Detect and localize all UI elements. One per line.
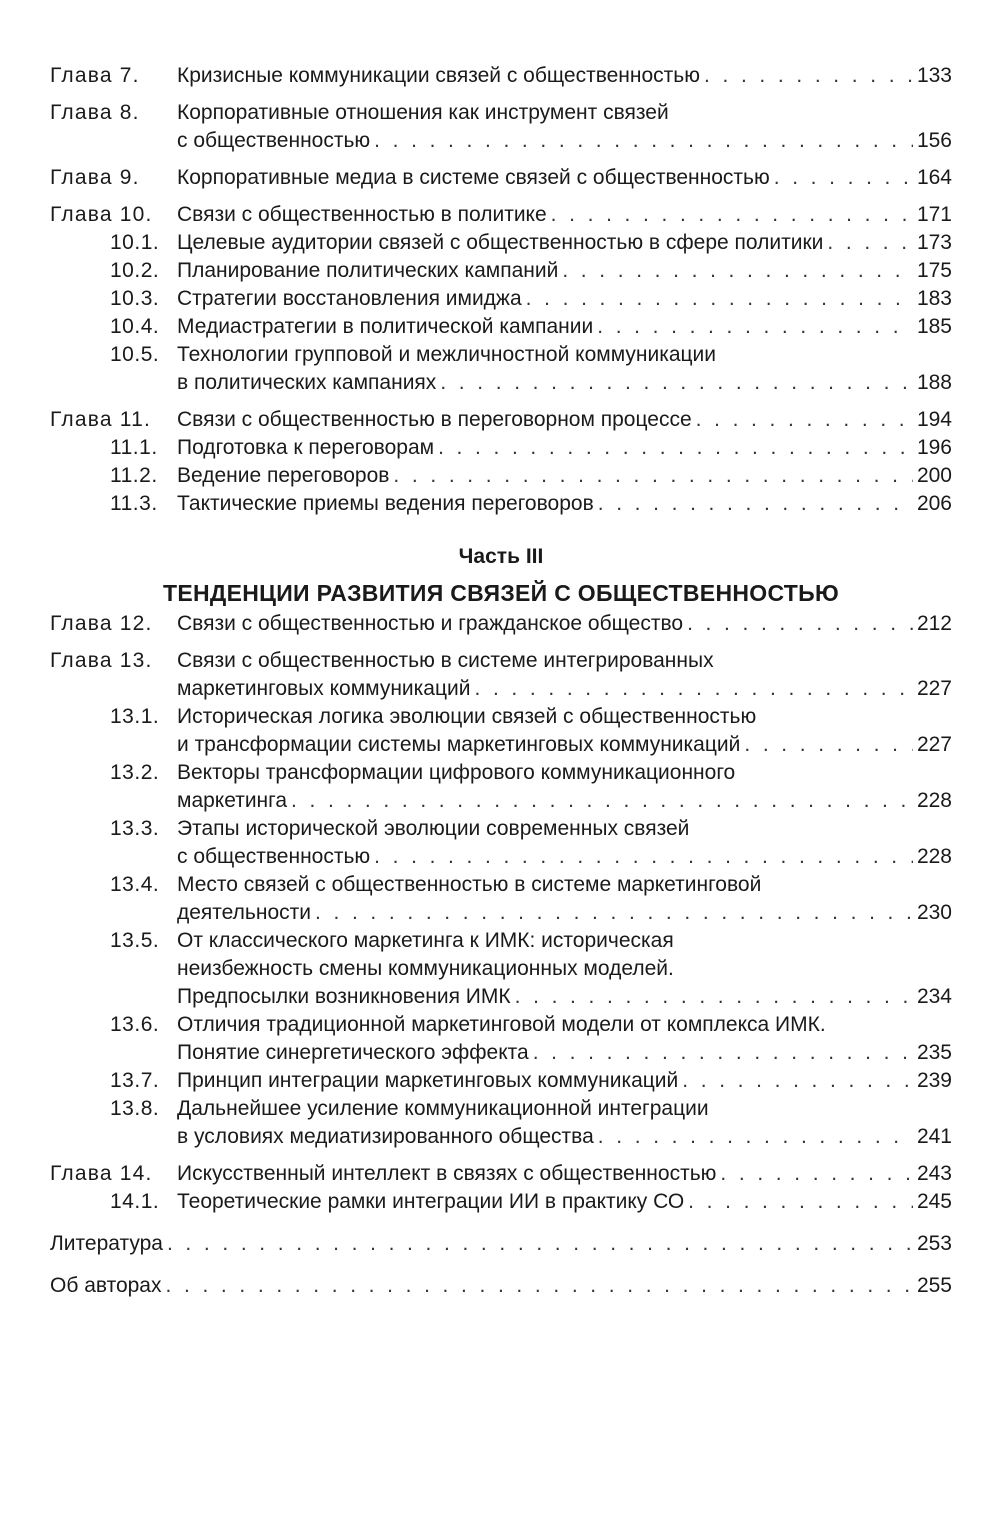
page-number: 255 [916, 1274, 952, 1297]
chapter-number: Глава 9. [50, 166, 140, 189]
entry-title: Связи с общественностью и гражданское общество [177, 612, 684, 635]
dot-leader [533, 1039, 913, 1067]
entry-title: Планирование политических кампаний [177, 259, 559, 282]
entry-title-line: Корпоративные отношения как инструмент связей [177, 101, 669, 124]
entry-title-last-line [177, 843, 952, 871]
toc-section-entry [50, 703, 952, 759]
toc-list-back-matter [50, 1230, 952, 1300]
entry-title: Об авторах [50, 1274, 162, 1297]
dot-leader [393, 462, 913, 490]
entry-body [177, 257, 952, 285]
section-number: 10.2. [110, 259, 160, 282]
part-heading: Часть III [458, 545, 544, 568]
entry-title-last-line [177, 1067, 952, 1095]
entry-title-line: Историческая логика эволюции связей с общественностью [177, 705, 757, 728]
entry-body [50, 1230, 952, 1258]
entry-title-last-line [177, 490, 952, 518]
dot-leader [551, 201, 913, 229]
chapter-number: Глава 7. [50, 64, 140, 87]
section-number: 10.1. [110, 231, 160, 254]
page-number: 185 [916, 315, 952, 338]
entry-title: Целевые аудитории связей с общественностью в сфере политики [177, 231, 824, 254]
dot-leader [440, 369, 913, 397]
entry-title-last-line [177, 285, 952, 313]
section-number: 11.1. [110, 436, 158, 459]
entry-body [177, 610, 952, 638]
entry-title: Медиастратегии в политической кампании [177, 315, 594, 338]
page-number: 175 [916, 259, 952, 282]
entry-title: Корпоративные медиа в системе связей с общественностью [177, 166, 770, 189]
page-number: 156 [916, 129, 952, 152]
page-number: 235 [916, 1041, 952, 1064]
chapter-number: Глава 11. [50, 408, 151, 431]
entry-title-line: Место связей с общественностью в системе маркетинговой [177, 873, 762, 896]
entry-title-last-line [177, 787, 952, 815]
entry-title-line: Связи с общественностью в системе интегрированных [177, 649, 714, 672]
chapter-number: Глава 14. [50, 1162, 153, 1185]
entry-body [177, 1160, 952, 1188]
toc-section-entry [50, 871, 952, 927]
entry-title-last-line [177, 62, 952, 90]
toc-section-entry [50, 1011, 952, 1067]
page-number: 164 [916, 166, 952, 189]
dot-leader [682, 1067, 913, 1095]
dot-leader [687, 610, 913, 638]
toc-section-entry [50, 285, 952, 313]
page-number: 241 [916, 1125, 952, 1148]
entry-body [177, 313, 952, 341]
toc-section-entry [50, 341, 952, 397]
entry-title-line: Дальнейшее усиление коммуникационной интеграции [177, 1097, 709, 1120]
section-number: 13.5. [110, 929, 160, 952]
section-number: 13.4. [110, 873, 160, 896]
entry-body [177, 201, 952, 229]
section-number: 13.7. [110, 1069, 160, 1092]
page-number: 171 [916, 203, 952, 226]
entry-title-last-line [177, 313, 952, 341]
page-number: 200 [916, 464, 952, 487]
section-number: 11.3. [110, 492, 158, 515]
entry-body [177, 1188, 952, 1216]
entry-body [177, 1067, 952, 1095]
page-number: 228 [916, 845, 952, 868]
entry-title: с общественностью [177, 129, 371, 152]
entry-title-last-line [177, 369, 952, 397]
entry-body [50, 1272, 952, 1300]
entry-body [177, 164, 952, 192]
toc-list-part-2 [50, 62, 952, 518]
page-number: 227 [916, 733, 952, 756]
entry-title-last-line [50, 1272, 952, 1300]
section-number: 13.8. [110, 1097, 160, 1120]
toc-chapter-entry [50, 406, 952, 434]
entry-title: и трансформации системы маркетинговых коммуникаций [177, 733, 741, 756]
section-number: 14.1. [110, 1190, 160, 1213]
entry-title: Ведение переговоров [177, 464, 390, 487]
toc-chapter-entry [50, 1160, 952, 1188]
toc-chapter-entry [50, 62, 952, 90]
toc-section-entry [50, 1188, 952, 1216]
section-number: 13.1. [110, 705, 160, 728]
toc-section-entry [50, 462, 952, 490]
entry-body [177, 406, 952, 434]
page-number: 196 [916, 436, 952, 459]
page-number: 243 [916, 1162, 952, 1185]
part-title: ТЕНДЕНЦИИ РАЗВИТИЯ СВЯЗЕЙ С ОБЩЕСТВЕННОСТЬЮ [162, 580, 839, 606]
entry-title: Связи с общественностью в политике [177, 203, 547, 226]
entry-title-last-line [177, 1039, 952, 1067]
entry-title-last-line [177, 257, 952, 285]
entry-body [177, 229, 952, 257]
page-number: 253 [916, 1232, 952, 1255]
entry-title-line: От классического маркетинга к ИМК: историческая [177, 929, 674, 952]
table-of-contents [50, 62, 952, 1300]
entry-title: в политических кампаниях [177, 371, 437, 394]
entry-body [177, 434, 952, 462]
section-number: 10.4. [110, 315, 160, 338]
dot-leader [562, 257, 913, 285]
toc-backmatter-entry [50, 1230, 952, 1258]
toc-section-entry [50, 815, 952, 871]
entry-title-line: Отличия традиционной маркетинговой модели от комплекса ИМК. [177, 1013, 826, 1036]
section-number: 13.6. [110, 1013, 160, 1036]
entry-body [177, 1095, 952, 1151]
entry-title-last-line [50, 1230, 952, 1258]
entry-title-last-line [177, 675, 952, 703]
dot-leader [374, 127, 913, 155]
page-number: 133 [916, 64, 952, 87]
toc-section-entry [50, 927, 952, 1011]
chapter-number: Глава 13. [50, 649, 153, 672]
toc-section-entry [50, 257, 952, 285]
entry-title-line: неизбежность смены коммуникационных моделей. [177, 957, 674, 980]
dot-leader [720, 1160, 913, 1188]
dot-leader [598, 490, 913, 518]
toc-chapter-entry [50, 647, 952, 703]
section-number: 11.2. [110, 464, 158, 487]
toc-section-entry [50, 313, 952, 341]
entry-title-line: Векторы трансформации цифрового коммуникационного [177, 761, 736, 784]
page-number: 173 [916, 231, 952, 254]
entry-title-last-line [177, 1188, 952, 1216]
entry-title: деятельности [177, 901, 311, 924]
entry-title: Теоретические рамки интеграции ИИ в практику СО [177, 1190, 685, 1213]
entry-title-last-line [177, 1160, 952, 1188]
entry-body [177, 647, 952, 703]
dot-leader [827, 229, 913, 257]
page-number: 212 [916, 612, 952, 635]
section-number: 13.2. [110, 761, 160, 784]
entry-body [177, 815, 952, 871]
entry-title-last-line [177, 434, 952, 462]
entry-title-line: Этапы исторической эволюции современных связей [177, 817, 690, 840]
entry-title: Принцип интеграции маркетинговых коммуникаций [177, 1069, 679, 1092]
entry-title-last-line [177, 164, 952, 192]
toc-chapter-entry [50, 99, 952, 155]
toc-list-part-3 [50, 610, 952, 1216]
dot-leader [291, 787, 913, 815]
chapter-number: Глава 8. [50, 101, 140, 124]
entry-title: Понятие синергетического эффекта [177, 1041, 529, 1064]
dot-leader [774, 164, 913, 192]
entry-title-last-line [177, 127, 952, 155]
entry-title: Предпосылки возникновения ИМК [177, 985, 511, 1008]
entry-title-last-line [177, 731, 952, 759]
toc-chapter-entry [50, 610, 952, 638]
dot-leader [598, 1123, 913, 1151]
page-number: 183 [916, 287, 952, 310]
toc-section-entry [50, 1067, 952, 1095]
page-number: 228 [916, 789, 952, 812]
chapter-number: Глава 12. [50, 612, 153, 635]
dot-leader [688, 1188, 913, 1216]
section-number: 10.5. [110, 343, 160, 366]
entry-title: в условиях медиатизированного общества [177, 1125, 594, 1148]
dot-leader [167, 1230, 913, 1258]
entry-title-last-line [177, 462, 952, 490]
entry-title: Кризисные коммуникации связей с общественностью [177, 64, 700, 87]
entry-body [177, 759, 952, 815]
toc-chapter-entry [50, 164, 952, 192]
toc-section-entry [50, 490, 952, 518]
toc-backmatter-entry [50, 1272, 952, 1300]
entry-body [177, 490, 952, 518]
chapter-number: Глава 10. [50, 203, 153, 226]
page-number: 206 [916, 492, 952, 515]
page-number: 227 [916, 677, 952, 700]
section-number: 13.3. [110, 817, 160, 840]
entry-title-last-line [177, 201, 952, 229]
entry-title-last-line [177, 610, 952, 638]
entry-title-last-line [177, 406, 952, 434]
entry-body [177, 99, 952, 155]
entry-body [177, 703, 952, 759]
toc-section-entry [50, 759, 952, 815]
toc-section-entry [50, 434, 952, 462]
toc-section-entry [50, 1095, 952, 1151]
entry-title: Искусственный интеллект в связях с общественностью [177, 1162, 717, 1185]
entry-title: Подготовка к переговорам [177, 436, 435, 459]
dot-leader [744, 731, 913, 759]
entry-body [177, 62, 952, 90]
dot-leader [526, 285, 913, 313]
page-number: 234 [916, 985, 952, 1008]
page-number: 188 [916, 371, 952, 394]
entry-title-line: Технологии групповой и межличностной коммуникации [177, 343, 717, 366]
dot-leader [597, 313, 913, 341]
dot-leader [374, 843, 913, 871]
dot-leader [696, 406, 913, 434]
dot-leader [704, 62, 913, 90]
dot-leader [315, 899, 913, 927]
dot-leader [166, 1272, 913, 1300]
entry-body [177, 285, 952, 313]
dot-leader [474, 675, 912, 703]
page-number: 245 [916, 1190, 952, 1213]
section-number: 10.3. [110, 287, 160, 310]
toc-chapter-entry [50, 201, 952, 229]
entry-title-last-line [177, 899, 952, 927]
toc-section-entry [50, 229, 952, 257]
entry-body [177, 871, 952, 927]
entry-body [177, 1011, 952, 1067]
entry-title: Литература [50, 1232, 163, 1255]
entry-title: маркетинга [177, 789, 288, 812]
dot-leader [438, 434, 913, 462]
entry-title: с общественностью [177, 845, 371, 868]
entry-title: Стратегии восстановления имиджа [177, 287, 522, 310]
entry-body [177, 927, 952, 1011]
entry-title: маркетинговых коммуникаций [177, 677, 471, 700]
entry-title-last-line [177, 1123, 952, 1151]
entry-body [177, 462, 952, 490]
entry-body [177, 341, 952, 397]
entry-title: Тактические приемы ведения переговоров [177, 492, 594, 515]
page-number: 194 [916, 408, 952, 431]
entry-title-last-line [177, 983, 952, 1011]
page-number: 230 [916, 901, 952, 924]
entry-title: Связи с общественностью в переговорном процессе [177, 408, 692, 431]
entry-title-last-line [177, 229, 952, 257]
page-number: 239 [916, 1069, 952, 1092]
dot-leader [515, 983, 913, 1011]
